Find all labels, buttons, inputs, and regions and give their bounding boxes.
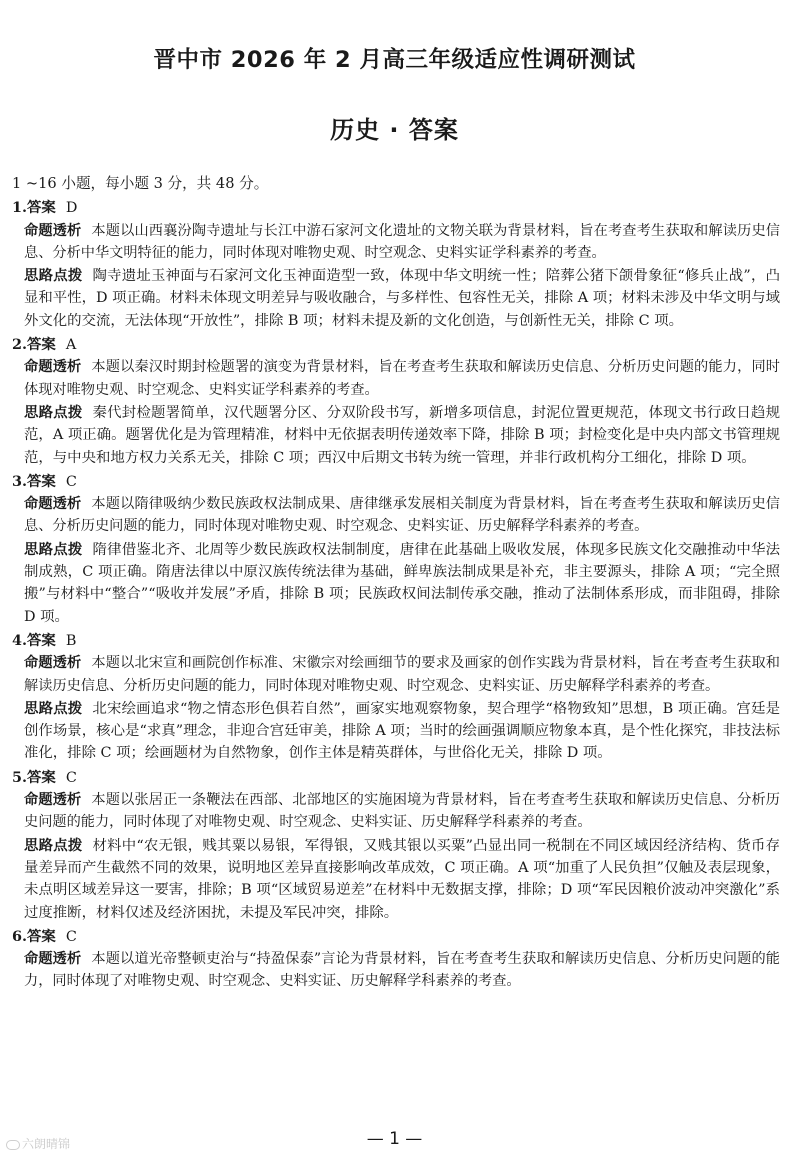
answer-item [12, 926, 780, 993]
page-number: — 1 — [366, 1129, 423, 1149]
mingti-paragraph [24, 493, 780, 538]
mingti-text: 本题以张居正一条鞭法在西部、北部地区的实施困境为背景材料，旨在考查考生获取和解读历史信息、分析历史问题的能力，同时体现了对唯物史观、时空观念、史料实证、历史解释学科素养的考查。 [24, 792, 780, 831]
answer-label: 答案 [27, 768, 56, 786]
silu-paragraph [24, 265, 780, 332]
silu-text: 陶寺遗址玉神面与石家河文化玉神面造型一致，体现中华文明统一性；陪葬公猪下颌骨象征“修兵止战”，凸显和平性，D 项正确。材料未体现文明差异与吸收融合，与多样性、包容性无关，排除 A 项；材料未涉及中华文明与域外文化的交流，无法体现“开放性”，排除 B 项；材料未提及新的文化创造，与创新性无关，排除 C 项。 [24, 268, 780, 329]
answer-heading [12, 471, 780, 493]
silu-label: 思路点拨 [24, 541, 83, 558]
silu-label: 思路点拨 [24, 268, 83, 285]
silu-label: 思路点拨 [24, 837, 83, 854]
mingti-label: 命题透析 [24, 951, 82, 968]
silu-label: 思路点拨 [24, 700, 83, 717]
watermark [6, 1135, 70, 1152]
watermark-text: 六朗晴锦 [22, 1137, 71, 1151]
answer-heading [12, 630, 780, 652]
question-number: 4. [12, 631, 28, 649]
answer-label: 答案 [27, 927, 56, 945]
answer-item [12, 767, 780, 924]
mingti-label: 命题透析 [24, 222, 82, 239]
answer-value: B [65, 632, 77, 649]
silu-text: 材料中“农无银，贱其粟以易银，军得银，又贱其银以买粟”凸显出同一税制在不同区域因经济结构、货币存量差异而产生截然不同的效果，说明地区差异直接影响改革成效，C 项正确。A 项“加重了人民负担”仅触及表层现象，未点明区域差异这一要害，排除；B 项“区域贸易逆差”在材料中无数据支撑，排除；D 项“军民因粮价波动冲突激化”系过度推断，材料仅述及经济困扰，未提及军民冲突，排除。 [24, 837, 780, 921]
answer-label: 答案 [27, 199, 56, 217]
answer-content [12, 173, 780, 994]
answer-heading [12, 926, 780, 948]
mingti-label: 命题透析 [24, 655, 82, 672]
mingti-text: 本题以山西襄汾陶寺遗址与长江中游石家河文化遗址的文物关联为背景材料，旨在考查考生获取和解读历史信息、分析中华文明特征的能力，同时体现对唯物史观、时空观念、史料实证学科素养的考查。 [24, 222, 780, 261]
question-number: 5. [12, 768, 28, 786]
page-subtitle: 历史 · 答案 [330, 116, 459, 144]
mingti-paragraph [24, 652, 780, 697]
page-title: 晋中市 2026 年 2 月高三年级适应性调研测试 [153, 47, 636, 73]
silu-text: 隋律借鉴北齐、北周等少数民族政权法制制度，唐律在此基础上吸收发展，体现多民族文化交融推动中华法制成熟，C 项正确。隋唐法律以中原汉族传统法律为基础，鲜卑族法制成果是补充，非主要源头，排除 A 项；“完全照搬”与材料中“整合”“吸收并发展”矛盾，排除 B 项；民族政权间法制传承交融，推动了法制体系形成，而非阻碍，排除 D 项。 [24, 541, 780, 625]
silu-paragraph [24, 835, 780, 924]
watermark-icon [6, 1140, 20, 1150]
mingti-label: 命题透析 [24, 496, 82, 513]
answer-label: 答案 [27, 336, 56, 354]
answer-heading [12, 334, 780, 356]
mingti-paragraph [24, 789, 780, 834]
question-number: 6. [12, 927, 28, 945]
mingti-label: 命题透析 [24, 359, 82, 376]
intro-text: 1 ~16 小题，每小题 3 分，共 48 分。 [12, 175, 269, 192]
silu-text: 秦代封检题署简单，汉代题署分区、分双阶段书写，新增多项信息，封泥位置更规范，体现文书行政日趋规范，A 项正确。题署优化是为管理精准，材料中无依据表明传递效率下降，排除 B 项；封检变化是中央内部文书管理规范，与中央和地方权力关系无关，排除 C 项；西汉中后期文书转为统一管理，并非行政机构分工细化，排除 D 项。 [24, 404, 780, 466]
answer-value: C [65, 769, 77, 786]
mingti-text: 本题以隋律吸纳少数民族政权法制成果、唐律继承发展相关制度为背景材料，旨在考查考生获取和解读历史信息、分析历史问题的能力，同时体现对唯物史观、时空观念、史料实证、历史解释学科素养的考查。 [24, 496, 780, 535]
answer-list [12, 197, 780, 992]
answer-item [12, 471, 780, 628]
mingti-text: 本题以北宋宣和画院创作标准、宋徽宗对绘画细节的要求及画家的创作实践为背景材料，旨在考查考生获取和解读历史信息、分析历史问题的能力，同时体现对唯物史观、时空观念、史料实证、历史解释学科素养的考查。 [24, 655, 780, 694]
question-number: 3. [12, 472, 28, 490]
question-number: 1. [12, 199, 28, 217]
mingti-text: 本题以道光帝整顿吏治与“持盈保泰”言论为背景材料，旨在考查考生获取和解读历史信息、分析历史问题的能力，同时体现了对唯物史观、时空观念、史料实证、历史解释学科素养的考查。 [24, 951, 780, 990]
mingti-text: 本题以秦汉时期封检题署的演变为背景材料，旨在考查考生获取和解读历史信息、分析历史问题的能力，同时体现对唯物史观、时空观念、史料实证学科素养的考查。 [24, 359, 780, 398]
answer-value: C [65, 473, 77, 490]
answer-item [12, 630, 780, 765]
answer-label: 答案 [27, 472, 56, 490]
answer-value: D [65, 200, 78, 217]
silu-paragraph [24, 402, 780, 469]
mingti-label: 命题透析 [24, 792, 82, 809]
silu-paragraph [24, 698, 780, 765]
answer-item [12, 334, 780, 469]
question-number: 2. [12, 336, 28, 354]
silu-paragraph [24, 539, 780, 628]
silu-text: 北宋绘画追求“物之情态形色俱若自然”，画家实地观察物象，契合理学“格物致知”思想，B 项正确。宫廷是创作场景，核心是“求真”理念，非迎合宫廷审美，排除 A 项；当时的绘画强调顺应物象本真，是个性化探究，非技法标准化，排除 C 项；绘画题材为自然物象，创作主体是精英群体，与世俗化无关，排除 D 项。 [24, 700, 780, 762]
answer-heading [12, 197, 780, 219]
mingti-paragraph [24, 220, 780, 265]
silu-label: 思路点拨 [24, 404, 83, 421]
answer-label: 答案 [27, 631, 56, 649]
answer-value: C [65, 928, 77, 945]
answer-item [12, 197, 780, 332]
mingti-paragraph [24, 948, 780, 993]
answer-heading [12, 767, 780, 789]
answer-value: A [65, 337, 77, 354]
mingti-paragraph [24, 356, 780, 401]
